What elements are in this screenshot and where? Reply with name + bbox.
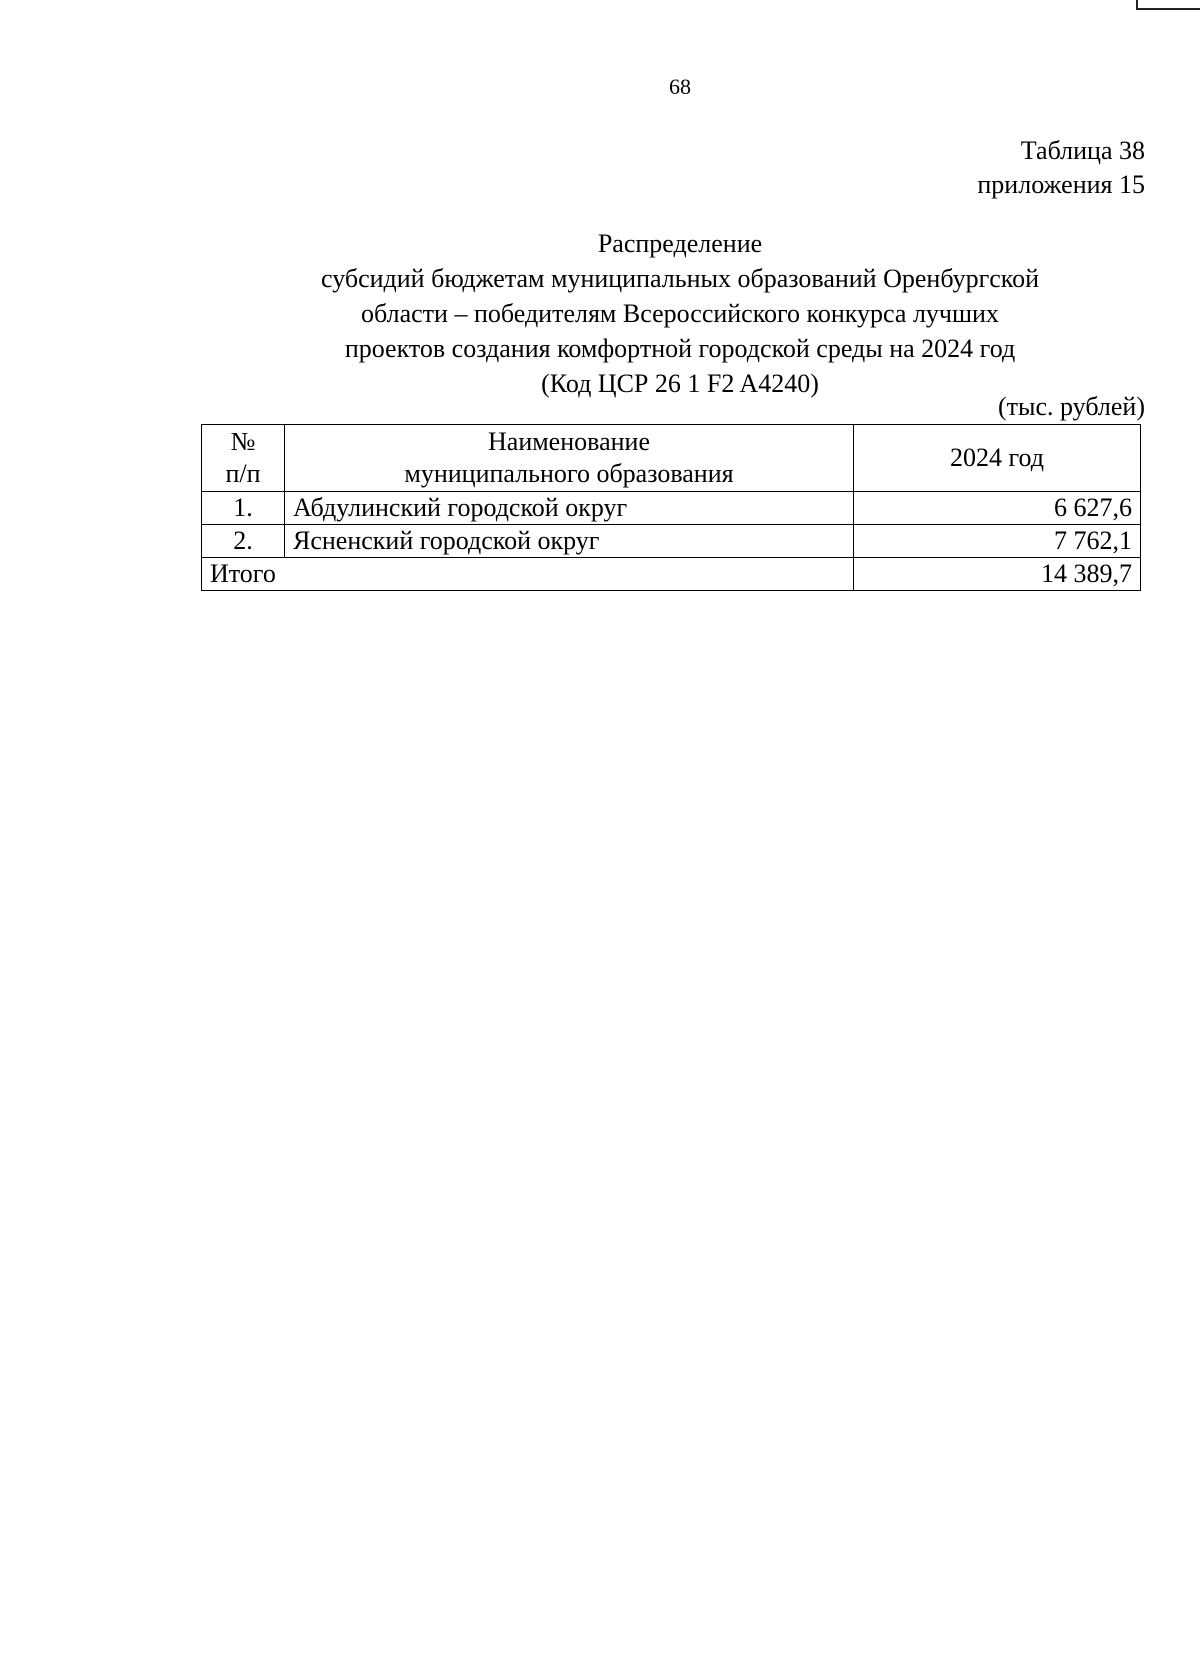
column-header-number — [202, 425, 285, 492]
table-header-row — [202, 425, 1141, 492]
column-header-number-line-1: № — [230, 427, 256, 456]
row-municipality: Абдулинский городской округ — [285, 492, 854, 525]
row-municipality: Ясненский городской округ — [285, 525, 854, 558]
subsidy-table — [201, 424, 1141, 591]
row-number: 1. — [202, 492, 285, 525]
column-header-name-line-2: муниципального образования — [404, 459, 734, 488]
title-line-3: области – победителям Всероссийского конкурса лучших — [361, 299, 999, 328]
column-header-number-line-2: п/п — [225, 459, 261, 488]
title-line-4: проектов создания комфортной городской среды на 2024 год — [344, 334, 1016, 363]
total-label: Итого — [202, 558, 854, 591]
title-line-2: субсидий бюджетам муниципальных образований Оренбургской — [321, 264, 1039, 293]
row-amount: 7 762,1 — [854, 525, 1141, 558]
row-amount: 6 627,6 — [854, 492, 1141, 525]
column-header-name — [285, 425, 854, 492]
units-note: (тыс. рублей) — [997, 392, 1145, 421]
column-header-name-line-1: Наименование — [488, 427, 650, 456]
table-row — [202, 492, 1141, 525]
row-number: 2. — [202, 525, 285, 558]
table-reference — [977, 134, 1145, 202]
page-number: 68 — [669, 74, 691, 99]
title-line-1: Распределение — [597, 229, 763, 258]
document-title — [230, 226, 1130, 401]
scan-edge-mark — [1136, 0, 1200, 10]
column-header-year: 2024 год — [854, 425, 1141, 492]
table-label: Таблица 38 — [1020, 136, 1145, 165]
annex-label: приложения 15 — [977, 170, 1145, 199]
table-total-row — [202, 558, 1141, 591]
total-amount: 14 389,7 — [854, 558, 1141, 591]
title-line-5: (Код ЦСР 26 1 F2 A4240) — [541, 369, 819, 398]
table-row — [202, 525, 1141, 558]
